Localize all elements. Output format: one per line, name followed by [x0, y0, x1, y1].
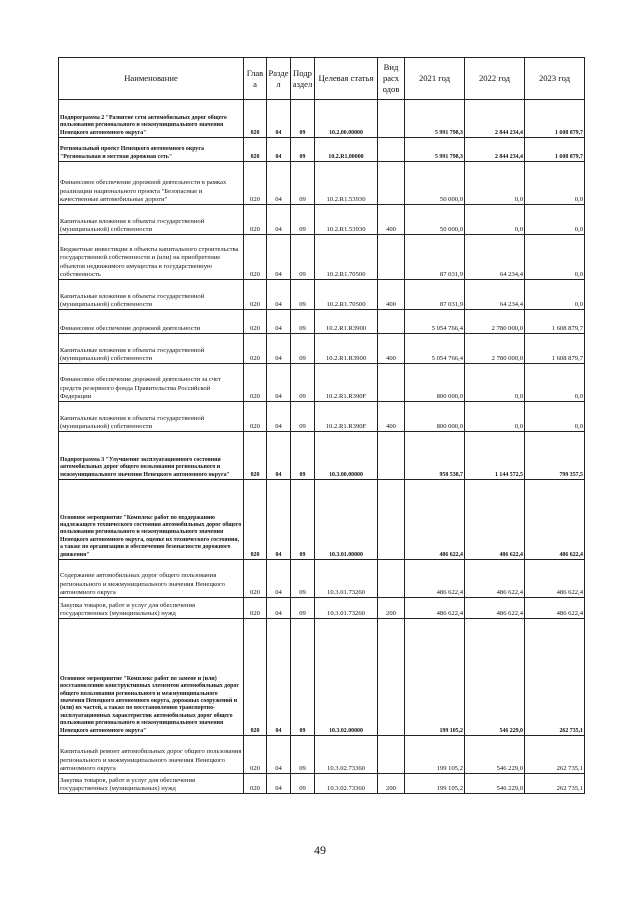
row-target-article-cell: 10.2.R1.00000	[315, 138, 378, 162]
table-row	[59, 162, 585, 205]
table-row	[59, 138, 585, 162]
row-2022-cell: 0,0	[465, 364, 525, 402]
row-glava-cell: 020	[244, 280, 267, 310]
header-2021: 2021 год	[405, 58, 465, 100]
row-razdel-cell: 04	[267, 138, 291, 162]
header-name: Наименование	[59, 58, 244, 100]
row-expense-type-cell	[378, 310, 405, 334]
row-name-cell: Капитальные вложения в объекты государственной (муниципальной) собственности	[59, 205, 244, 235]
row-2023-cell: 486 622,4	[525, 598, 585, 619]
row-2022-cell: 486 622,4	[465, 598, 525, 619]
row-2023-cell: 486 622,4	[525, 480, 585, 560]
table-row	[59, 480, 585, 560]
header-glava: Глав а	[244, 58, 267, 100]
row-glava-cell: 020	[244, 774, 267, 794]
row-2021-cell: 50 000,0	[405, 205, 465, 235]
row-target-article-cell: 10.2.R1.70500	[315, 280, 378, 310]
row-expense-type-cell	[378, 162, 405, 205]
row-2022-cell: 546 229,0	[465, 774, 525, 794]
row-razdel-cell: 04	[267, 598, 291, 619]
row-2023-cell: 1 608 879,7	[525, 100, 585, 138]
row-podrazdel-cell: 09	[291, 334, 315, 364]
row-razdel-cell: 04	[267, 560, 291, 598]
row-2023-cell: 0,0	[525, 280, 585, 310]
row-razdel-cell: 04	[267, 235, 291, 280]
header-2022: 2022 год	[465, 58, 525, 100]
header-target-article: Целевая статья	[315, 58, 378, 100]
row-podrazdel-cell: 09	[291, 619, 315, 736]
row-2021-cell: 199 105,2	[405, 736, 465, 774]
row-name-cell: Капитальные вложения в объекты государственной (муниципальной) собственности	[59, 280, 244, 310]
row-expense-type-cell	[378, 480, 405, 560]
row-2023-cell: 1 608 879,7	[525, 334, 585, 364]
row-podrazdel-cell: 09	[291, 480, 315, 560]
row-razdel-cell: 04	[267, 402, 291, 432]
row-2023-cell: 262 735,1	[525, 774, 585, 794]
row-razdel-cell: 04	[267, 310, 291, 334]
row-podrazdel-cell: 09	[291, 280, 315, 310]
row-podrazdel-cell: 09	[291, 138, 315, 162]
row-target-article-cell: 10.2.R1.R390F	[315, 364, 378, 402]
row-2023-cell: 0,0	[525, 235, 585, 280]
row-expense-type-cell	[378, 138, 405, 162]
table-row	[59, 560, 585, 598]
row-target-article-cell: 10.3.01.00000	[315, 480, 378, 560]
row-expense-type-cell: 400	[378, 205, 405, 235]
row-podrazdel-cell: 09	[291, 432, 315, 480]
row-name-cell: Закупка товаров, работ и услуг для обеспечения государственных (муниципальных) нужд	[59, 598, 244, 619]
row-expense-type-cell: 400	[378, 334, 405, 364]
row-expense-type-cell: 200	[378, 774, 405, 794]
table-row	[59, 598, 585, 619]
row-podrazdel-cell: 09	[291, 235, 315, 280]
row-target-article-cell: 10.2.R1.R390F	[315, 402, 378, 432]
row-glava-cell: 020	[244, 598, 267, 619]
row-podrazdel-cell: 09	[291, 205, 315, 235]
row-name-cell: Региональный проект Ненецкого автономного округа "Региональная и местная дорожная сеть"	[59, 138, 244, 162]
row-razdel-cell: 04	[267, 774, 291, 794]
row-name-cell: Капитальные вложения в объекты государственной (муниципальной) собственности	[59, 334, 244, 364]
document-page	[58, 57, 584, 794]
row-2022-cell: 2 780 000,0	[465, 334, 525, 364]
row-2021-cell: 486 622,4	[405, 598, 465, 619]
row-glava-cell: 020	[244, 138, 267, 162]
row-target-article-cell: 10.2.R1.R3900	[315, 310, 378, 334]
row-2021-cell: 87 031,9	[405, 280, 465, 310]
row-glava-cell: 020	[244, 205, 267, 235]
row-2021-cell: 486 622,4	[405, 480, 465, 560]
row-target-article-cell: 10.2.R1.70500	[315, 235, 378, 280]
row-expense-type-cell	[378, 736, 405, 774]
row-target-article-cell: 10.3.01.73260	[315, 560, 378, 598]
row-glava-cell: 020	[244, 364, 267, 402]
table-header-row	[59, 58, 585, 100]
row-podrazdel-cell: 09	[291, 774, 315, 794]
row-razdel-cell: 04	[267, 205, 291, 235]
row-podrazdel-cell: 09	[291, 162, 315, 205]
row-2022-cell: 546 229,0	[465, 619, 525, 736]
row-2023-cell: 1 608 879,7	[525, 138, 585, 162]
row-name-cell: Бюджетные инвестиции в объекты капитального строительства государственной собственности и (или) на приобретение объектов недвижимого имущества в государственную собственность	[59, 235, 244, 280]
row-glava-cell: 020	[244, 334, 267, 364]
row-2021-cell: 199 105,2	[405, 619, 465, 736]
row-podrazdel-cell: 09	[291, 364, 315, 402]
header-2023: 2023 год	[525, 58, 585, 100]
row-2021-cell: 87 031,9	[405, 235, 465, 280]
table-row	[59, 402, 585, 432]
row-2023-cell: 0,0	[525, 402, 585, 432]
row-name-cell: Капитальные вложения в объекты государственной (муниципальной) собственности	[59, 402, 244, 432]
row-target-article-cell: 10.3.01.73260	[315, 598, 378, 619]
row-name-cell: Финансовое обеспечение дорожной деятельности за счет средств резервного фонда Правительства Российской Федерации	[59, 364, 244, 402]
row-expense-type-cell: 400	[378, 280, 405, 310]
row-2023-cell: 1 608 879,7	[525, 310, 585, 334]
row-2022-cell: 486 622,4	[465, 560, 525, 598]
row-podrazdel-cell: 09	[291, 560, 315, 598]
row-2022-cell: 546 229,0	[465, 736, 525, 774]
row-podrazdel-cell: 09	[291, 598, 315, 619]
row-glava-cell: 020	[244, 402, 267, 432]
table-body	[59, 100, 585, 794]
row-name-cell: Подпрограмма 3 "Улучшение эксплуатационного состояния автомобильных дорог общего пользования регионального и межмуниципального значения Ненецкого автономного округа"	[59, 432, 244, 480]
row-2022-cell: 2 780 000,0	[465, 310, 525, 334]
row-2021-cell: 5 054 766,4	[405, 334, 465, 364]
row-name-cell: Финансовое обеспечение дорожной деятельности	[59, 310, 244, 334]
row-2022-cell: 0,0	[465, 162, 525, 205]
row-target-article-cell: 10.2.R1.53930	[315, 162, 378, 205]
row-2022-cell: 64 234,4	[465, 235, 525, 280]
row-razdel-cell: 04	[267, 280, 291, 310]
row-razdel-cell: 04	[267, 100, 291, 138]
row-glava-cell: 020	[244, 432, 267, 480]
row-2021-cell: 800 000,0	[405, 402, 465, 432]
row-2021-cell: 486 622,4	[405, 560, 465, 598]
header-expense-type: Вид расх одов	[378, 58, 405, 100]
row-expense-type-cell: 200	[378, 598, 405, 619]
table-row	[59, 235, 585, 280]
row-target-article-cell: 10.2.R1.R3900	[315, 334, 378, 364]
row-name-cell: Содержание автомобильных дорог общего пользования регионального и межмуниципального значения Ненецкого автономного округа	[59, 560, 244, 598]
row-expense-type-cell: 400	[378, 402, 405, 432]
row-razdel-cell: 04	[267, 162, 291, 205]
row-2023-cell: 0,0	[525, 205, 585, 235]
table-row	[59, 100, 585, 138]
row-2021-cell: 5 054 766,4	[405, 310, 465, 334]
table-row	[59, 774, 585, 794]
row-target-article-cell: 10.3.02.00000	[315, 619, 378, 736]
row-glava-cell: 020	[244, 480, 267, 560]
row-name-cell: Закупка товаров, работ и услуг для обеспечения государственных (муниципальных) нужд	[59, 774, 244, 794]
row-2021-cell: 800 000,0	[405, 364, 465, 402]
row-razdel-cell: 04	[267, 364, 291, 402]
row-target-article-cell: 10.3.02.73360	[315, 774, 378, 794]
row-target-article-cell: 10.2.00.00000	[315, 100, 378, 138]
row-expense-type-cell	[378, 432, 405, 480]
row-2023-cell: 799 357,5	[525, 432, 585, 480]
table-row	[59, 736, 585, 774]
row-2023-cell: 262 735,1	[525, 619, 585, 736]
row-2021-cell: 50 000,0	[405, 162, 465, 205]
row-name-cell: Основное мероприятие "Комплекс работ по замене и (или) восстановлению конструктивных элементов автомобильных дорог общего пользования регионального и межмуниципального значения Ненецкого автономного округа, дорожных сооружений и (или) их частей, а также по восстановлению транспортно-эксплуатационных характеристик автомобильных дорог общего пользования регионального и межмуниципального значения Ненецкого автономного округа"	[59, 619, 244, 736]
row-expense-type-cell	[378, 235, 405, 280]
row-expense-type-cell	[378, 364, 405, 402]
row-2021-cell: 958 538,7	[405, 432, 465, 480]
row-target-article-cell: 10.3.02.73360	[315, 736, 378, 774]
row-2023-cell: 262 735,1	[525, 736, 585, 774]
row-2022-cell: 2 844 234,4	[465, 138, 525, 162]
row-target-article-cell: 10.3.00.00000	[315, 432, 378, 480]
row-razdel-cell: 04	[267, 432, 291, 480]
row-expense-type-cell	[378, 619, 405, 736]
row-glava-cell: 020	[244, 736, 267, 774]
row-razdel-cell: 04	[267, 334, 291, 364]
row-name-cell: Подпрограмма 2 "Развитие сети автомобильных дорог общего пользования регионального и межмуниципального значения Ненецкого автономного округа"	[59, 100, 244, 138]
header-podrazdel: Подр аздел	[291, 58, 315, 100]
row-glava-cell: 020	[244, 310, 267, 334]
row-2022-cell: 1 144 572,5	[465, 432, 525, 480]
row-2022-cell: 486 622,4	[465, 480, 525, 560]
row-glava-cell: 020	[244, 162, 267, 205]
row-podrazdel-cell: 09	[291, 402, 315, 432]
row-target-article-cell: 10.2.R1.53930	[315, 205, 378, 235]
row-expense-type-cell	[378, 560, 405, 598]
row-2021-cell: 5 991 798,3	[405, 100, 465, 138]
page-number: 49	[314, 843, 326, 857]
table-row	[59, 334, 585, 364]
row-podrazdel-cell: 09	[291, 310, 315, 334]
row-2022-cell: 2 844 234,4	[465, 100, 525, 138]
table-row	[59, 280, 585, 310]
header-razdel: Разде л	[267, 58, 291, 100]
row-2023-cell: 486 622,4	[525, 560, 585, 598]
table-row	[59, 619, 585, 736]
row-name-cell: Капитальный ремонт автомобильных дорог общего пользования регионального и межмуниципального значения Ненецкого автономного округа	[59, 736, 244, 774]
row-razdel-cell: 04	[267, 619, 291, 736]
row-razdel-cell: 04	[267, 480, 291, 560]
table-row	[59, 432, 585, 480]
row-name-cell: Основное мероприятие "Комплекс работ по поддержанию надлежащего технического состояния автомобильных дорог общего пользования регионального и межмуниципального значения Ненецкого автономного округа, оценке их технического состояния, а также по организации и обеспечению безопасности дорожного движения"	[59, 480, 244, 560]
row-2022-cell: 64 234,4	[465, 280, 525, 310]
row-glava-cell: 020	[244, 619, 267, 736]
row-2023-cell: 0,0	[525, 162, 585, 205]
table-row	[59, 310, 585, 334]
row-expense-type-cell	[378, 100, 405, 138]
row-2022-cell: 0,0	[465, 205, 525, 235]
row-razdel-cell: 04	[267, 736, 291, 774]
row-name-cell: Финансовое обеспечение дорожной деятельности в рамках реализации национального проекта "Безопасные и качественные автомобильные дороги"	[59, 162, 244, 205]
row-glava-cell: 020	[244, 235, 267, 280]
row-2022-cell: 0,0	[465, 402, 525, 432]
row-2023-cell: 0,0	[525, 364, 585, 402]
table-row	[59, 205, 585, 235]
row-2021-cell: 199 105,2	[405, 774, 465, 794]
row-glava-cell: 020	[244, 100, 267, 138]
row-podrazdel-cell: 09	[291, 736, 315, 774]
budget-table	[58, 57, 585, 794]
row-glava-cell: 020	[244, 560, 267, 598]
table-row	[59, 364, 585, 402]
row-2021-cell: 5 991 798,3	[405, 138, 465, 162]
row-podrazdel-cell: 09	[291, 100, 315, 138]
